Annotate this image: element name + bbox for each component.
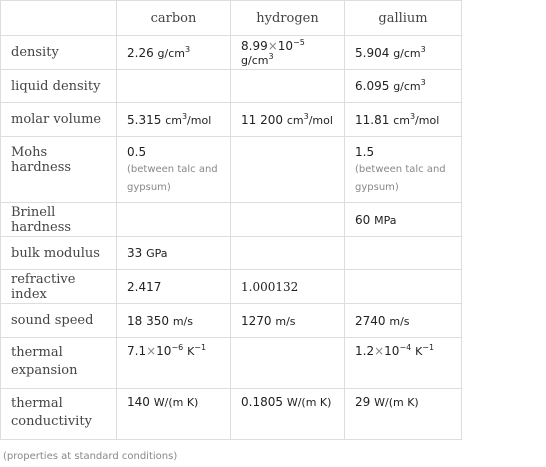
times-sign: ×: [374, 344, 385, 358]
power-base: 10: [156, 344, 172, 358]
unit: MPa: [374, 213, 397, 227]
unit: $K^{-1}$: [187, 343, 207, 358]
cell-bulk-gallium: [345, 237, 462, 270]
value: 11 200: [241, 112, 283, 127]
unit: W/(m K): [286, 396, 332, 409]
cell-mohs-hydrogen: [231, 137, 345, 203]
value: 29: [355, 395, 371, 409]
table-row-thermal-expansion: [1, 338, 462, 389]
value: 5.904: [355, 45, 390, 60]
cell-molar-volume-gallium: [345, 103, 462, 137]
unit: W/(m K): [374, 396, 419, 409]
unit: $g/cm^3$: [393, 78, 426, 93]
value: 1.5: [355, 145, 375, 159]
value: 11.81: [355, 112, 390, 127]
power-base: 10: [384, 344, 400, 358]
times-sign: ×: [146, 344, 157, 358]
unit: GPa: [146, 247, 168, 260]
footnote: (properties at standard conditions): [3, 451, 178, 462]
cell-brinell-carbon: [117, 203, 231, 237]
row-label-brinell-hardness: Brinell hardness: [1, 203, 117, 237]
power-base: 10: [277, 38, 294, 53]
value: 140: [127, 395, 150, 409]
row-label-thermal-expansion: thermal expansion: [1, 338, 117, 389]
unit: $cm^3$/mol: [286, 111, 333, 127]
unit: $g/cm^3$: [241, 51, 274, 67]
column-header-carbon: carbon: [117, 1, 231, 36]
cell-sound-gallium: [345, 304, 462, 338]
row-label-liquid-density: liquid density: [1, 70, 117, 103]
mantissa: 8.99: [241, 38, 268, 53]
cell-sound-carbon: [117, 304, 231, 338]
cell-density-carbon: [117, 36, 231, 70]
cell-refractive-carbon: 2.417: [117, 270, 231, 304]
cell-mohs-gallium: [345, 137, 462, 203]
row-label-mohs-hardness: Mohs hardness: [1, 137, 117, 203]
table-row-mohs-hardness: [1, 137, 462, 203]
value: 2.26: [127, 45, 154, 60]
unit: $g/cm^3$: [393, 44, 426, 60]
unit: m/s: [389, 314, 410, 328]
table-row-brinell-hardness: [1, 203, 462, 237]
unit: $cm^3$/mol: [165, 111, 212, 127]
value: 0.5: [127, 145, 147, 159]
cell-density-hydrogen: [231, 36, 345, 70]
unit: $g/cm^3$: [157, 44, 191, 60]
unit: m/s: [172, 314, 193, 328]
cell-molar-volume-hydrogen: [231, 103, 345, 137]
unit: $cm^3$/mol: [393, 111, 440, 127]
value: 5.315: [127, 112, 162, 127]
unit: m/s: [275, 314, 296, 328]
value: 33: [127, 246, 143, 260]
unit: W/(m K): [153, 396, 199, 409]
value: 1270: [241, 313, 272, 328]
row-label-sound-speed: sound speed: [1, 304, 117, 338]
cell-liquid-density-gallium: [345, 70, 462, 103]
table-row-liquid-density: [1, 70, 462, 103]
cell-thermal-conductivity-gallium: [345, 389, 462, 440]
mantissa: 7.1: [127, 344, 147, 358]
table-row-refractive-index: [1, 270, 462, 304]
column-header-hydrogen: hydrogen: [231, 1, 345, 36]
cell-molar-volume-carbon: [117, 103, 231, 137]
cell-thermal-expansion-gallium: [345, 338, 462, 389]
header-row: [1, 1, 462, 36]
cell-brinell-gallium: [345, 203, 462, 237]
table-row-sound-speed: [1, 304, 462, 338]
exponent: −5: [293, 37, 305, 47]
note: (between talc and gypsum): [355, 164, 446, 193]
cell-brinell-hydrogen: [231, 203, 345, 237]
cell-density-gallium: [345, 36, 462, 70]
cell-thermal-expansion-hydrogen: [231, 338, 345, 389]
row-label-molar-volume: molar volume: [1, 103, 117, 137]
times-sign: ×: [267, 38, 278, 53]
row-label-refractive-index: refractive index: [1, 270, 117, 304]
cell-refractive-gallium: [345, 270, 462, 304]
cell-bulk-carbon: [117, 237, 231, 270]
row-label-thermal-conductivity: thermal conductivity: [1, 389, 117, 440]
value: 6.095: [355, 79, 390, 93]
column-header-gallium: gallium: [345, 1, 462, 36]
unit: $K^{-1}$: [415, 343, 435, 358]
table-row-bulk-modulus: [1, 237, 462, 270]
cell-liquid-density-hydrogen: [231, 70, 345, 103]
value: 60: [355, 212, 371, 227]
value: 18 350: [127, 313, 169, 328]
cell-thermal-conductivity-carbon: [117, 389, 231, 440]
cell-refractive-hydrogen: 1.000132: [231, 270, 345, 304]
value: 2740: [355, 313, 386, 328]
value: 0.1805: [241, 395, 283, 409]
table-row-molar-volume: [1, 103, 462, 137]
note: (between talc and gypsum): [127, 164, 218, 193]
exponent: −6: [171, 343, 184, 352]
row-label-density: density: [1, 36, 117, 70]
exponent: −4: [399, 343, 412, 352]
cell-sound-hydrogen: [231, 304, 345, 338]
row-label-bulk-modulus: bulk modulus: [1, 237, 117, 270]
cell-thermal-expansion-carbon: [117, 338, 231, 389]
cell-mohs-carbon: [117, 137, 231, 203]
cell-liquid-density-carbon: [117, 70, 231, 103]
table-row-thermal-conductivity: [1, 389, 462, 440]
cell-thermal-conductivity-hydrogen: [231, 389, 345, 440]
table-row-density: [1, 36, 462, 70]
cell-bulk-hydrogen: [231, 237, 345, 270]
corner-cell: [1, 1, 117, 36]
mantissa: 1.2: [355, 344, 375, 358]
